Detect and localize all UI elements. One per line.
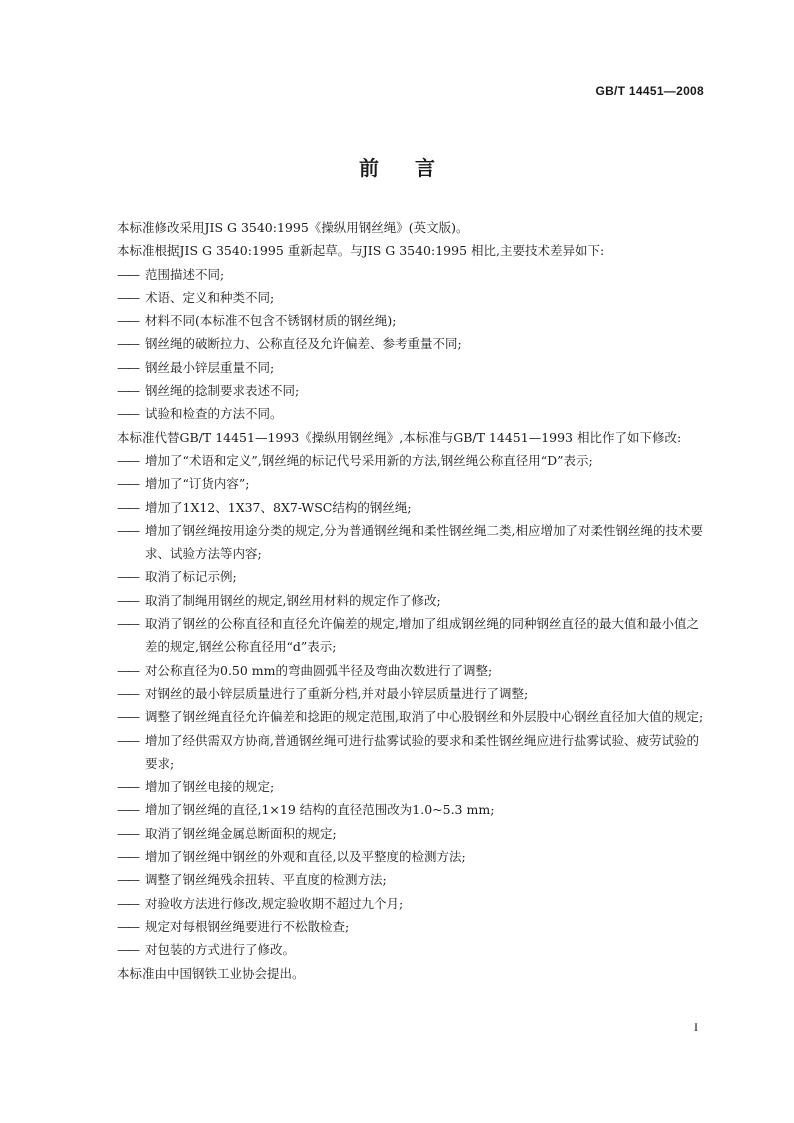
list-item: —— 增加了钢丝电接的规定; [89, 775, 707, 798]
list-item: —— 增加了“订货内容”; [89, 472, 707, 495]
list-dash: —— [117, 522, 138, 538]
paragraph-proposer: 本标准由中国钢铁工业协会提出。 [117, 965, 305, 981]
list-dash: —— [117, 383, 138, 399]
list-dash: —— [117, 592, 138, 608]
list-dash: —— [117, 616, 138, 632]
list-dash: —— [117, 872, 138, 888]
list-dash: —— [117, 709, 138, 725]
list-dash: —— [117, 942, 138, 958]
list-dash: —— [117, 732, 138, 748]
list-item: —— 规定对每根钢丝绳要进行不松散检查; [89, 915, 707, 938]
list-item: —— 钢丝绳的破断拉力、公称直径及允许偏差、参考重量不同; [89, 332, 707, 355]
list-item: —— 对验收方法进行修改,规定验收期不超过九个月; [89, 892, 707, 915]
difference-list [89, 263, 707, 426]
list-dash: —— [117, 779, 138, 795]
list-dash: —— [117, 289, 138, 305]
list-item: —— 材料不同(本标准不包含不锈钢材质的钢丝绳); [89, 309, 707, 332]
page-title: 前言 [359, 156, 471, 180]
list-item: —— 增加了1X12、1X37、8X7-WSC结构的钢丝绳; [89, 496, 707, 519]
list-item: —— 对钢丝的最小锌层质量进行了重新分档,并对最小锌层质量进行了调整; [89, 682, 707, 705]
paragraph-replaces: 本标准代替GB/T 14451—1993《操纵用钢丝绳》,本标准与GB/T 14451—1993 相比作了如下修改: [117, 429, 682, 445]
list-item: —— 取消了钢丝绳金属总断面积的规定; [89, 822, 707, 845]
list-item: —— 调整了钢丝绳残余扭转、平直度的检测方法; [89, 868, 707, 891]
list-dash: —— [117, 569, 138, 585]
list-dash: —— [117, 802, 138, 818]
foreword-content [89, 216, 707, 985]
list-item: —— 试验和检查的方法不同。 [89, 402, 707, 425]
list-dash: —— [117, 895, 138, 911]
list-dash: —— [117, 662, 138, 678]
list-dash: —— [117, 336, 138, 352]
list-item: —— 范围描述不同; [89, 263, 707, 286]
list-item: —— 取消了制绳用钢丝的规定,钢丝用材料的规定作了修改; [89, 589, 707, 612]
list-dash: —— [117, 918, 138, 934]
list-item: —— 取消了钢丝的公称直径和直径允许偏差的规定,增加了组成钢丝绳的同种钢丝直径的最大值和最小值之差的规定,钢丝公称直径用“d”表示; [89, 612, 707, 659]
list-item: —— 增加了钢丝绳的直径,1×19 结构的直径范围改为1.0~5.3 mm; [89, 798, 707, 821]
list-dash: —— [117, 452, 138, 468]
list-item: —— 增加了钢丝绳按用途分类的规定,分为普通钢丝绳和柔性钢丝绳二类,相应增加了对柔性钢丝绳的技术要求、试验方法等内容; [89, 519, 707, 566]
header-standard-code: GB/T 14451—2008 [595, 84, 704, 98]
list-dash: —— [117, 406, 138, 422]
paragraph-adoption: 本标准修改采用JIS G 3540:1995《操纵用钢丝绳》(英文版)。 [117, 220, 469, 235]
list-item: —— 增加了钢丝绳中钢丝的外观和直径,以及平整度的检测方法; [89, 845, 707, 868]
list-dash: —— [117, 266, 138, 282]
list-item: —— 取消了标记示例; [89, 565, 707, 588]
list-dash: —— [117, 499, 138, 515]
list-dash: —— [117, 313, 138, 329]
list-item: —— 调整了钢丝绳直径允许偏差和捻距的规定范围,取消了中心股钢丝和外层股中心钢丝直径加大值的规定; [89, 705, 707, 728]
list-dash: —— [117, 825, 138, 841]
list-item: —— 钢丝绳的捻制要求表述不同; [89, 379, 707, 402]
list-dash: —— [117, 685, 138, 701]
list-dash: —— [117, 359, 138, 375]
list-item: —— 对公称直径为0.50 mm的弯曲圆弧半径及弯曲次数进行了调整; [89, 659, 707, 682]
list-item: —— 增加了经供需双方协商,普通钢丝绳可进行盐雾试验的要求和柔性钢丝绳应进行盐雾试验、疲劳试验的要求; [89, 729, 707, 776]
page-number: I [694, 1020, 698, 1034]
list-item: —— 对包装的方式进行了修改。 [89, 938, 707, 961]
list-item: —— 术语、定义和种类不同; [89, 286, 707, 309]
change-list [89, 449, 707, 962]
list-item: —— 增加了“术语和定义”,钢丝绳的标记代号采用新的方法,钢丝绳公称直径用“D”表示; [89, 449, 707, 472]
paragraph-differences-intro: 本标准根据JIS G 3540:1995 重新起草。与JIS G 3540:1995 相比,主要技术差异如下: [117, 243, 605, 259]
list-dash: —— [117, 849, 138, 865]
list-dash: —— [117, 476, 138, 492]
list-item: —— 钢丝最小锌层重量不同; [89, 356, 707, 379]
